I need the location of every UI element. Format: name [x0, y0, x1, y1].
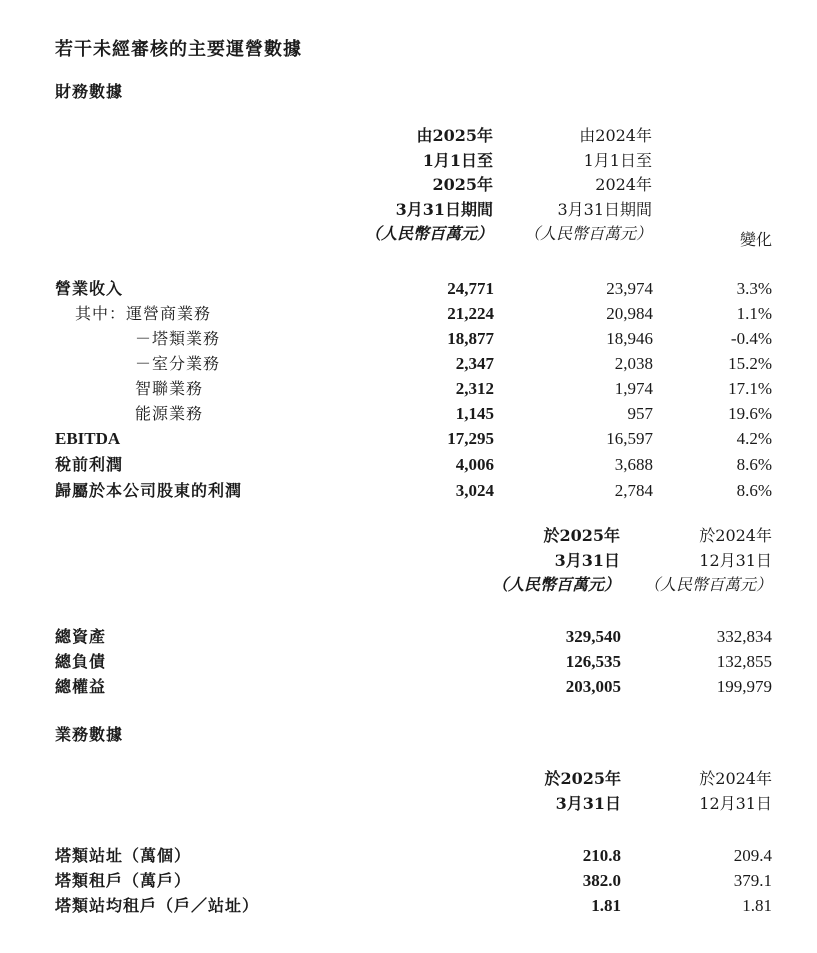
row-current: 18,877: [447, 329, 494, 348]
row-current: 1.81: [591, 896, 621, 915]
row-label: 營業收入: [55, 279, 124, 298]
table-row: [0, 276, 817, 301]
header-line: 2024年: [595, 175, 652, 194]
row-change: 3.3%: [736, 279, 772, 298]
header-line: 由2025年: [416, 126, 493, 145]
table-row: [0, 649, 817, 674]
header-line: 於2025年: [543, 526, 620, 545]
row-change: 8.6%: [736, 481, 772, 500]
row-label: EBITDA: [55, 429, 121, 448]
row-change: -0.4%: [730, 329, 772, 348]
balance-header-current: [440, 524, 620, 598]
row-current: 126,535: [565, 652, 621, 671]
header-line: 於2024年: [699, 526, 772, 545]
row-label: 能源業務: [135, 404, 204, 423]
row-prior: 23,974: [606, 279, 653, 298]
row-change: 15.2%: [728, 354, 772, 373]
row-label: 其中：運營商業務: [75, 304, 212, 323]
header-line: 3月31日: [555, 793, 621, 813]
row-label: 塔類站均租戶（戶／站址）: [55, 896, 260, 915]
row-label: 智聯業務: [135, 379, 204, 398]
row-current: 3,024: [455, 481, 494, 500]
header-line: 12月31日: [699, 793, 772, 813]
row-prior: 16,597: [606, 429, 653, 448]
header-unit: （人民幣百萬元）: [643, 575, 772, 594]
row-label: 稅前利潤: [55, 455, 124, 474]
row-change: 4.2%: [736, 429, 772, 448]
financial-header-change: 變化: [739, 230, 772, 249]
table-row: [0, 351, 817, 376]
row-current: 4,006: [455, 455, 494, 474]
table-row: [0, 376, 817, 401]
row-prior: 132,855: [716, 652, 772, 671]
row-prior: 957: [627, 404, 653, 423]
header-line: 於2025年: [544, 769, 621, 788]
table-row: [0, 301, 817, 326]
header-line: 3月31日期間: [395, 199, 493, 219]
row-change: 17.1%: [728, 379, 772, 398]
row-label: －塔類業務: [135, 329, 221, 348]
row-label: 總資產: [55, 627, 107, 646]
row-prior: 20,984: [606, 304, 653, 323]
header-unit: （人民幣百萬元）: [364, 224, 493, 243]
row-prior: 199,979: [716, 677, 772, 696]
table-row: [0, 326, 817, 351]
row-current: 24,771: [447, 279, 494, 298]
balance-header-prior: [622, 524, 772, 598]
row-prior: 2,784: [614, 481, 653, 500]
table-row: [0, 893, 817, 918]
table-row: [0, 843, 817, 868]
header-line: 2025年: [432, 175, 493, 194]
header-line: 1月1日至: [422, 150, 493, 170]
row-label: 總負債: [55, 652, 107, 671]
row-label: 塔類租戶（萬戶）: [55, 871, 192, 890]
row-current: 2,312: [455, 379, 494, 398]
business-header-prior: [632, 767, 772, 816]
row-label: －室分業務: [135, 354, 221, 373]
row-change: 1.1%: [736, 304, 772, 323]
row-prior: 1,974: [614, 379, 653, 398]
header-line: 3月31日期間: [557, 199, 652, 219]
row-prior: 379.1: [733, 871, 772, 890]
table-row: [0, 868, 817, 893]
table-row: [0, 426, 817, 451]
row-label: 總權益: [55, 677, 107, 696]
row-prior: 332,834: [716, 627, 772, 646]
row-prior: 209.4: [733, 846, 772, 865]
business-section-title: 業務數據: [55, 725, 124, 744]
header-line: 於2024年: [699, 769, 772, 788]
row-current: 21,224: [447, 304, 494, 323]
business-header-current: [480, 767, 621, 816]
table-row: [0, 624, 817, 649]
row-change: 8.6%: [736, 455, 772, 474]
table-row: [0, 401, 817, 426]
row-current: 329,540: [565, 627, 621, 646]
row-label: 塔類站址（萬個）: [55, 846, 192, 865]
header-unit: （人民幣百萬元）: [523, 224, 652, 243]
row-current: 203,005: [565, 677, 621, 696]
table-row: [0, 452, 817, 477]
financial-header-current: [330, 124, 493, 247]
row-current: 2,347: [455, 354, 494, 373]
row-current: 1,145: [455, 404, 494, 423]
header-unit: （人民幣百萬元）: [491, 575, 620, 594]
row-prior: 3,688: [614, 455, 653, 474]
table-row: [0, 478, 817, 503]
header-line: 12月31日: [699, 550, 772, 570]
header-line: 3月31日: [554, 550, 620, 570]
row-label: 歸屬於本公司股東的利潤: [55, 481, 243, 500]
financial-header-prior: [495, 124, 652, 247]
row-prior: 18,946: [606, 329, 653, 348]
header-line: 1月1日至: [583, 150, 652, 170]
row-change: 19.6%: [728, 404, 772, 423]
row-prior: 1.81: [742, 896, 772, 915]
row-current: 382.0: [582, 871, 621, 890]
row-current: 210.8: [582, 846, 621, 865]
page-title: 若干未經審核的主要運營數據: [55, 39, 302, 60]
table-row: [0, 674, 817, 699]
row-current: 17,295: [447, 429, 494, 448]
header-line: 由2024年: [579, 126, 652, 145]
row-prior: 2,038: [614, 354, 653, 373]
financial-section-title: 財務數據: [55, 82, 124, 101]
